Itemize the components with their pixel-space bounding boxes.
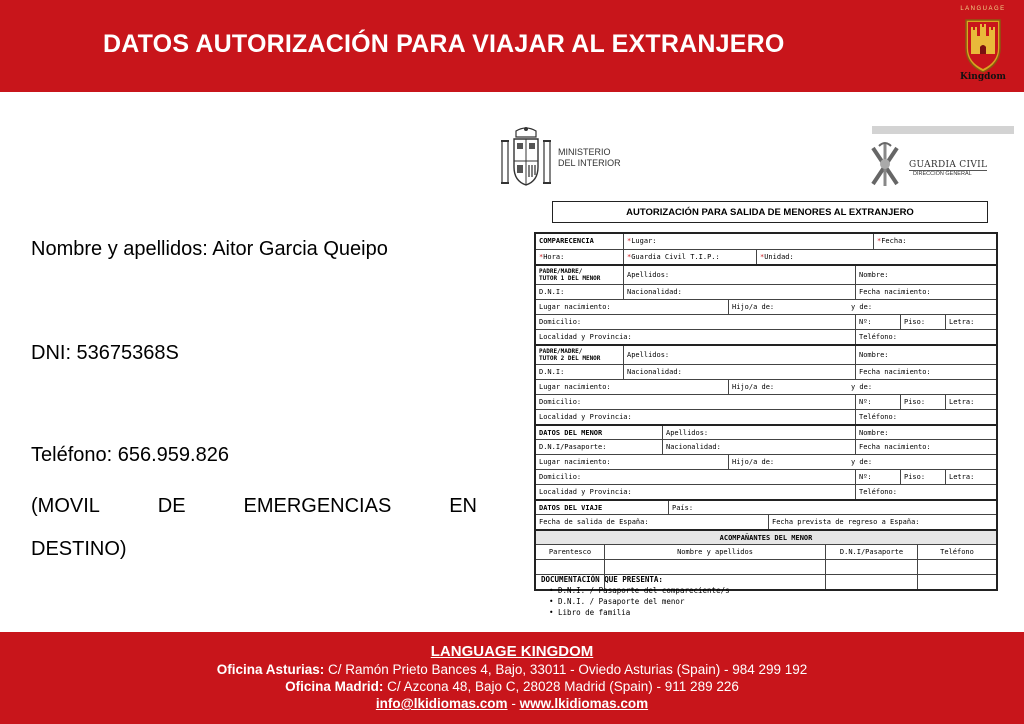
documents-presented <box>541 574 730 618</box>
table-row <box>536 379 996 394</box>
label-line: TUTOR 1 DEL MENOR <box>539 275 601 282</box>
table-row <box>536 264 996 284</box>
label-line: TUTOR 2 DEL MENOR <box>539 355 601 362</box>
office-label: Oficina Asturias: <box>216 662 325 677</box>
form-cell: Fecha nacimiento: <box>855 440 996 454</box>
form-cell: D.N.I/Pasaporte: <box>539 443 607 451</box>
dni-line: DNI: 53675368S <box>31 342 179 364</box>
form-cell: Hijo/a de: <box>728 455 848 469</box>
office-label: Oficina Madrid: <box>285 679 384 694</box>
column-header: Parentesco <box>548 548 592 556</box>
form-cell: Piso: <box>900 470 945 484</box>
form-cell <box>917 560 996 574</box>
form-cell: Fecha prevista de regreso a España: <box>768 515 996 529</box>
cell-label: Unidad: <box>764 253 794 261</box>
form-cell: Nº: <box>855 395 900 409</box>
office-address: C/ Azcona 48, Bajo C, 28028 Madrid (Spain) - 911 289 226 <box>383 679 739 694</box>
label-line: PADRE/MADRE/ <box>539 348 583 355</box>
form-cell: Letra: <box>945 315 996 329</box>
section-label: DATOS DEL VIAJE <box>539 504 603 512</box>
list-item-text: Libro de familia <box>558 608 631 617</box>
table-row <box>536 559 996 574</box>
list-item-text: D.N.I. / Pasaporte del compareciente/s <box>558 586 730 595</box>
form-cell: Lugar nacimiento: <box>539 383 611 391</box>
form-cell: Hijo/a de: <box>728 300 848 314</box>
form-cell: Fecha nacimiento: <box>855 365 996 379</box>
section-label <box>536 346 623 364</box>
column-header: Teléfono <box>917 545 996 559</box>
list-item: • Libro de familia <box>549 608 631 617</box>
footer-bar <box>0 632 1024 724</box>
form-cell: Apellidos: <box>623 266 855 284</box>
ministry-label <box>558 147 621 169</box>
form-cell: Fecha nacimiento: <box>855 285 996 299</box>
form-cell: *Lugar: <box>623 234 873 249</box>
guardia-civil-subtitle: DIRECCIÓN GENERAL <box>913 171 972 177</box>
page-title: DATOS AUTORIZACIÓN PARA VIAJAR AL EXTRANJERO <box>103 30 785 58</box>
table-row <box>536 544 996 559</box>
list-item: • D.N.I. / Pasaporte del menor <box>549 597 685 606</box>
form-cell: Lugar nacimiento: <box>539 458 611 466</box>
language-kingdom-logo <box>952 6 1014 86</box>
form-cell: Localidad y Provincia: <box>539 333 632 341</box>
form-cell: Nombre: <box>855 426 996 439</box>
form-cell: Piso: <box>900 395 945 409</box>
section-label: ACOMPAÑANTES DEL MENOR <box>719 534 813 542</box>
logo-word: Kingdom <box>960 72 1006 82</box>
table-row <box>536 454 996 469</box>
form-cell: Nombre: <box>855 346 996 364</box>
documents-heading: DOCUMENTACIÓN QUE PRESENTA: <box>541 575 663 584</box>
guardia-civil-title: GUARDIA CIVIL <box>909 160 988 170</box>
form-title: AUTORIZACIÓN PARA SALIDA DE MENORES AL EXTRANJERO <box>552 201 988 223</box>
form-cell: y de: <box>851 458 873 466</box>
table-row <box>536 314 996 329</box>
form-cell: Localidad y Provincia: <box>539 488 632 496</box>
form-cell: D.N.I: <box>539 368 565 376</box>
form-cell: Letra: <box>945 470 996 484</box>
logo-top-text: LANGUAGE <box>960 6 1006 12</box>
section-label: COMPARECENCIA <box>539 237 594 245</box>
authorization-form-image <box>495 120 1019 630</box>
castle-shield-icon <box>952 10 1014 76</box>
form-cell: Localidad y Provincia: <box>539 413 632 421</box>
form-cell: *Unidad: <box>756 250 996 264</box>
ministry-line2: DEL INTERIOR <box>558 158 621 168</box>
form-cell: Nacionalidad: <box>623 365 855 379</box>
cell-label: Fecha: <box>881 237 907 245</box>
office-address: C/ Ramón Prieto Bances 4, Bajo, 33011 - Oviedo Asturias (Spain) - 984 299 192 <box>324 662 808 677</box>
note-word: (MOVIL <box>31 495 100 517</box>
form-cell: Lugar nacimiento: <box>539 303 611 311</box>
column-header: Nombre y apellidos <box>604 545 825 559</box>
table-row <box>536 439 996 454</box>
note-word: EMERGENCIAS <box>243 495 392 517</box>
table-row <box>536 234 996 249</box>
list-item: • D.N.I. / Pasaporte del compareciente/s <box>549 586 730 595</box>
section-label: DATOS DEL MENOR <box>539 429 603 437</box>
form-cell: Teléfono: <box>855 330 996 344</box>
form-cell: Domicilio: <box>539 473 582 481</box>
name-line: Nombre y apellidos: Aitor Garcia Queipo <box>31 238 388 260</box>
form-cell: Nombre: <box>855 266 996 284</box>
form-cell <box>536 560 604 574</box>
section-label <box>536 266 623 284</box>
form-cell: Domicilio: <box>539 398 582 406</box>
form-cell: *Guardia Civil T.I.P.: <box>623 250 756 264</box>
table-row <box>536 344 996 364</box>
table-row <box>536 394 996 409</box>
form-cell: Teléfono: <box>855 485 996 499</box>
note-word: EN <box>449 495 477 517</box>
form-cell <box>604 560 825 574</box>
cell-label: Guardia Civil T.I.P.: <box>631 253 720 261</box>
table-row <box>536 469 996 484</box>
website-link[interactable]: www.lkidiomas.com <box>519 696 649 711</box>
email-link[interactable]: info@lkidiomas.com <box>375 696 508 711</box>
form-cell: Letra: <box>945 395 996 409</box>
spain-coat-of-arms-icon <box>498 125 554 191</box>
form-cell: y de: <box>851 383 873 391</box>
separator: - <box>507 696 520 711</box>
table-row <box>536 529 996 544</box>
header-bar <box>0 0 1024 92</box>
footer-madrid <box>0 678 1024 695</box>
form-cell: Nº: <box>855 470 900 484</box>
form-cell: Fecha de salida de España: <box>539 518 649 526</box>
phone-line: Teléfono: 656.959.826 <box>31 444 229 466</box>
emergency-note-line <box>31 495 477 518</box>
form-cell <box>917 575 996 589</box>
note-word: DE <box>157 495 186 517</box>
form-cell: Nacionalidad: <box>623 285 855 299</box>
form-cell: D.N.I: <box>539 288 565 296</box>
guardia-civil-emblem-icon <box>867 140 903 190</box>
form-cell: Apellidos: <box>623 346 855 364</box>
footer-contact <box>0 695 1024 712</box>
form-cell: Hijo/a de: <box>728 380 848 394</box>
cell-label: Lugar: <box>631 237 657 245</box>
column-header: D.N.I/Pasaporte <box>825 545 917 559</box>
form-cell: Teléfono: <box>855 410 996 424</box>
authorization-form-table <box>534 232 998 591</box>
emergency-note-end: DESTINO) <box>31 538 127 560</box>
table-row <box>536 249 996 264</box>
ministry-line1: MINISTERIO <box>558 147 611 157</box>
form-cell: y de: <box>851 303 873 311</box>
form-cell <box>825 575 917 589</box>
table-row <box>536 409 996 424</box>
table-row <box>536 514 996 529</box>
table-row <box>536 364 996 379</box>
table-row <box>536 499 996 514</box>
table-row <box>536 329 996 344</box>
form-cell: *Hora: <box>539 253 565 261</box>
form-cell: Nº: <box>855 315 900 329</box>
form-cell: Nacionalidad: <box>662 440 855 454</box>
cell-label: Hora: <box>543 253 565 261</box>
table-row <box>536 299 996 314</box>
divider <box>872 126 1014 134</box>
footer-asturias <box>0 661 1024 678</box>
list-item-text: D.N.I. / Pasaporte del menor <box>558 597 685 606</box>
footer-brand: LANGUAGE KINGDOM <box>430 643 594 660</box>
form-cell: Piso: <box>900 315 945 329</box>
form-cell: Apellidos: <box>662 426 855 439</box>
table-row <box>536 424 996 439</box>
label-line: PADRE/MADRE/ <box>539 268 583 275</box>
form-cell: *Fecha: <box>873 234 996 249</box>
form-cell: Domicilio: <box>539 318 582 326</box>
form-cell <box>825 560 917 574</box>
table-row <box>536 284 996 299</box>
table-row <box>536 484 996 499</box>
form-cell: País: <box>668 501 996 514</box>
